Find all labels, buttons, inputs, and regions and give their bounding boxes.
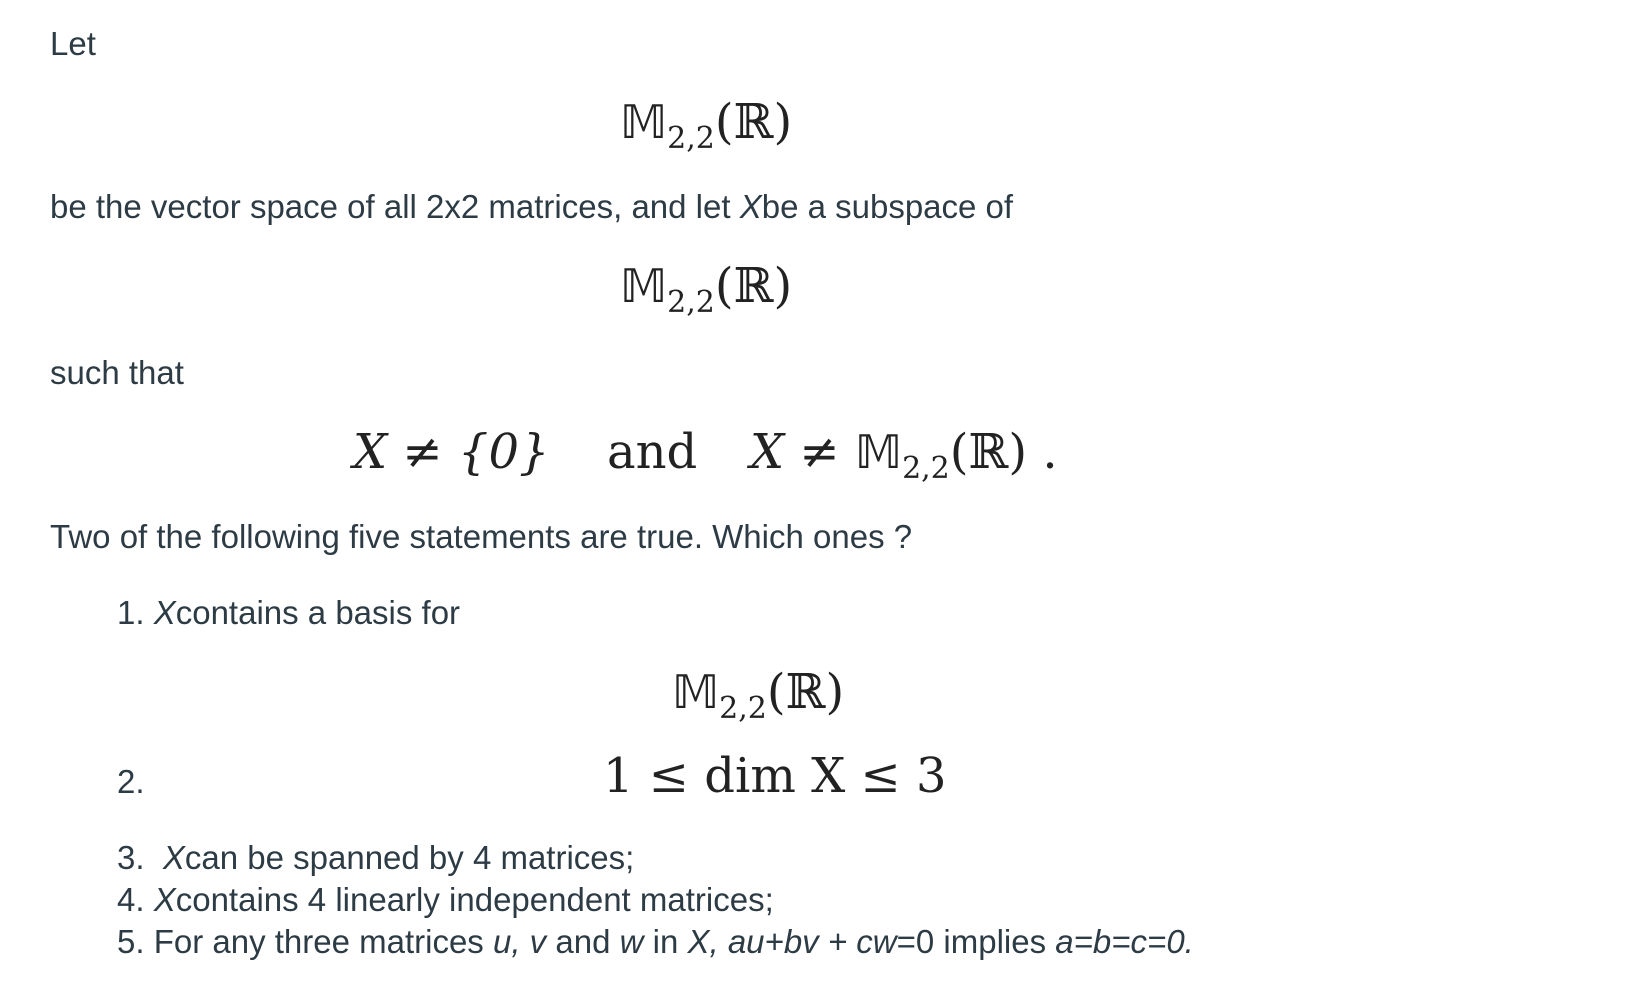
blackboard-m-symbol: 𝕄 bbox=[620, 95, 668, 149]
space-formula-3 bbox=[672, 664, 845, 726]
such-that-text: such that bbox=[50, 354, 184, 391]
space-argument: (ℝ) bbox=[714, 94, 793, 150]
dimension-inequality-text: 1 ≤ dim X ≤ 3 bbox=[603, 748, 947, 804]
variable-x: X bbox=[153, 594, 176, 631]
dimension-inequality bbox=[603, 748, 947, 804]
equation-term-bv: +bv bbox=[764, 923, 819, 960]
statement-text: in bbox=[652, 923, 679, 960]
coefficients-zero: a=b=c=0. bbox=[1055, 923, 1194, 960]
statement-1 bbox=[117, 593, 460, 633]
statement-text: implies bbox=[943, 923, 1047, 960]
condition-left bbox=[353, 424, 550, 480]
subspace-text: be a subspace of bbox=[761, 188, 1014, 225]
blackboard-m-symbol: 𝕄 bbox=[854, 425, 903, 479]
equation-equals-zero: =0 bbox=[896, 923, 935, 960]
space-argument: (ℝ) bbox=[714, 258, 793, 314]
statement-text: can be spanned by 4 matrices; bbox=[184, 839, 635, 876]
space-subscript: 2,2 bbox=[667, 121, 715, 156]
statement-text: and bbox=[555, 923, 611, 960]
variable-x: X bbox=[739, 188, 762, 225]
space-subscript: 2,2 bbox=[667, 285, 715, 320]
question-text: Two of the following five statements are true. Which ones ? bbox=[50, 518, 913, 555]
variable-x: X bbox=[153, 881, 176, 918]
vector-space-text: be the vector space of all 2x2 matrices, and let bbox=[50, 188, 731, 225]
blackboard-m-symbol: 𝕄 bbox=[620, 259, 668, 313]
space-subscript: 2,2 bbox=[902, 451, 950, 486]
variable-w: w bbox=[619, 923, 644, 960]
statement-text: contains 4 linearly independent matrices; bbox=[175, 881, 774, 918]
statement-5 bbox=[117, 922, 1194, 962]
condition-right-end: ) . bbox=[1008, 424, 1058, 480]
space-subscript: 2,2 bbox=[719, 691, 767, 726]
blackboard-m-symbol: 𝕄 bbox=[672, 665, 720, 719]
statement-number: 4. bbox=[117, 881, 145, 918]
variable-x: X bbox=[162, 839, 185, 876]
condition-and: and bbox=[607, 424, 698, 480]
statement-text: contains a basis for bbox=[175, 594, 461, 631]
space-formula-2 bbox=[620, 258, 793, 320]
space-argument: (ℝ) bbox=[766, 664, 845, 720]
condition-right-x: X ≠ bbox=[750, 424, 855, 480]
let-text: Let bbox=[50, 25, 96, 62]
statement-text: 5. For any three matrices bbox=[117, 923, 484, 960]
statement-2-number: 2. bbox=[117, 763, 145, 800]
condition-left-text: X ≠ {0} bbox=[353, 424, 550, 480]
variables-u-v: u, v bbox=[492, 923, 547, 960]
vector-space-line bbox=[50, 187, 1013, 227]
equation-term-au: au bbox=[727, 923, 765, 960]
statement-number: 3. bbox=[117, 839, 145, 876]
variable-x: X, bbox=[687, 923, 719, 960]
equation-term-cw: + cw bbox=[827, 923, 897, 960]
statement-3 bbox=[117, 838, 634, 878]
statement-number: 1. bbox=[117, 594, 145, 631]
space-formula-1 bbox=[620, 94, 793, 156]
statement-4 bbox=[117, 880, 774, 920]
condition-right bbox=[750, 424, 1058, 486]
space-argument-open: (ℝ bbox=[949, 424, 1009, 480]
